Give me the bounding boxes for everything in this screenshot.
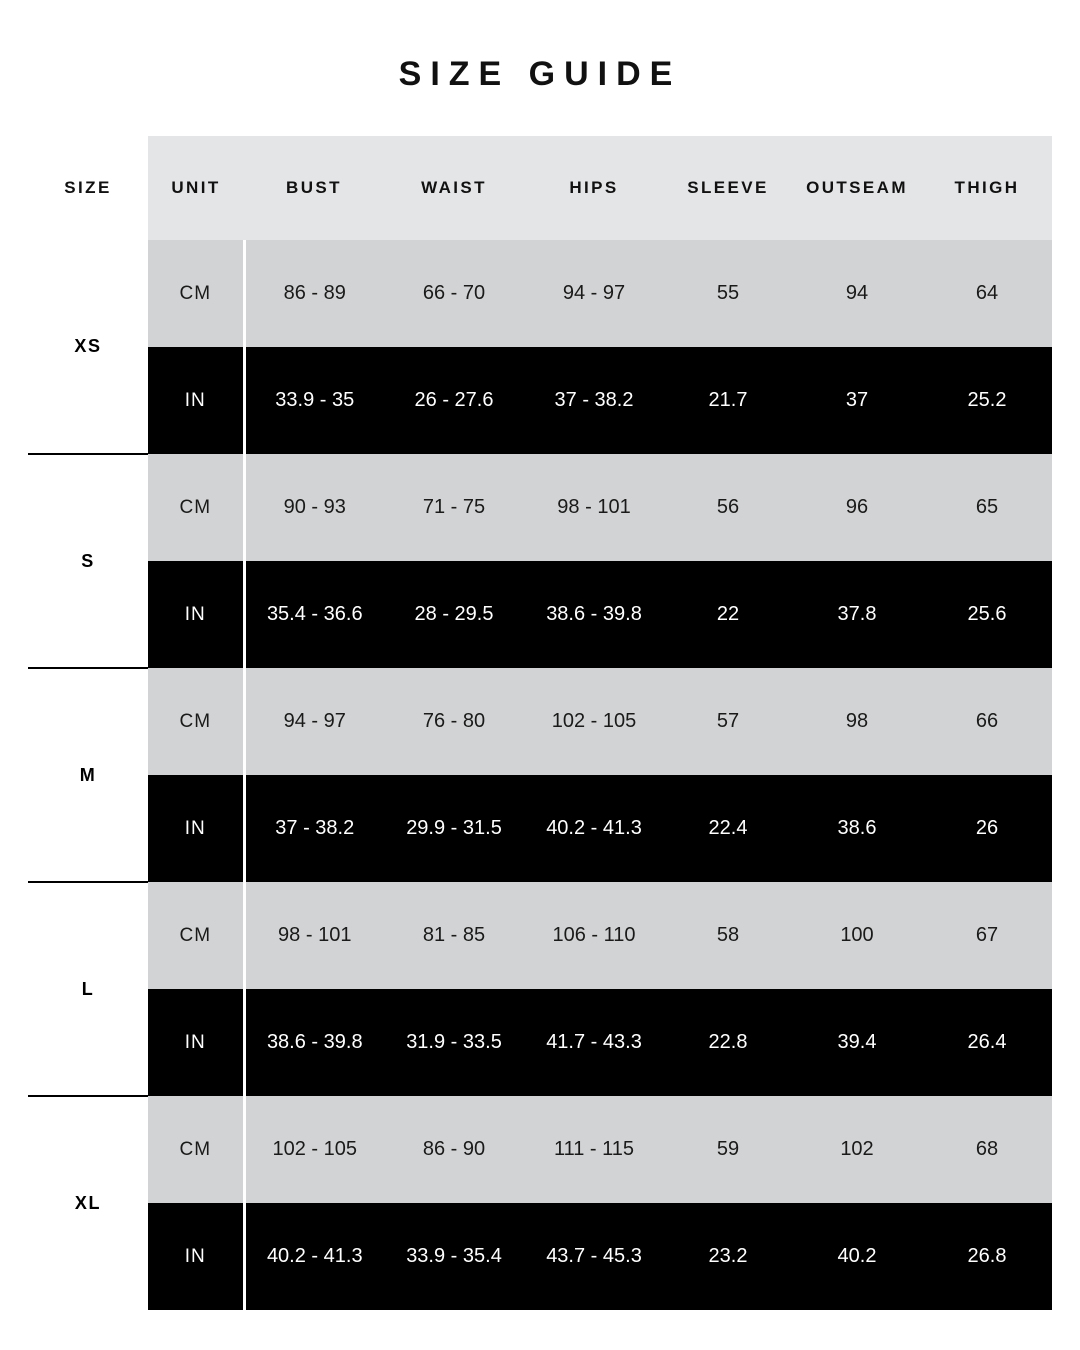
cell-outseam: 100: [792, 882, 922, 989]
column-header-thigh: THIGH: [922, 136, 1052, 240]
cell-bust: 98 - 101: [244, 882, 384, 989]
cell-sleeve: 22.4: [664, 775, 792, 882]
cell-thigh: 66: [922, 668, 1052, 775]
cell-waist: 66 - 70: [384, 240, 524, 347]
unit-cell-in: IN: [148, 989, 244, 1096]
cell-thigh: 25.2: [922, 347, 1052, 454]
cell-sleeve: 23.2: [664, 1203, 792, 1310]
cell-outseam: 37: [792, 347, 922, 454]
cell-sleeve: 56: [664, 454, 792, 561]
unit-cell-cm: CM: [148, 882, 244, 989]
cell-waist: 28 - 29.5: [384, 561, 524, 668]
cell-bust: 38.6 - 39.8: [244, 989, 384, 1096]
cell-hips: 37 - 38.2: [524, 347, 664, 454]
cell-sleeve: 59: [664, 1096, 792, 1203]
cell-thigh: 25.6: [922, 561, 1052, 668]
table-row: [28, 989, 1052, 1096]
cell-thigh: 26: [922, 775, 1052, 882]
cell-bust: 35.4 - 36.6: [244, 561, 384, 668]
table-header: [28, 136, 1052, 240]
size-label-xs: XS: [28, 240, 148, 454]
cell-sleeve: 57: [664, 668, 792, 775]
cell-thigh: 26.4: [922, 989, 1052, 1096]
cell-hips: 102 - 105: [524, 668, 664, 775]
unit-cell-in: IN: [148, 775, 244, 882]
cell-bust: 40.2 - 41.3: [244, 1203, 384, 1310]
cell-bust: 90 - 93: [244, 454, 384, 561]
cell-thigh: 65: [922, 454, 1052, 561]
cell-outseam: 94: [792, 240, 922, 347]
cell-outseam: 37.8: [792, 561, 922, 668]
cell-hips: 106 - 110: [524, 882, 664, 989]
cell-bust: 86 - 89: [244, 240, 384, 347]
size-label-m: M: [28, 668, 148, 882]
size-guide-table: [28, 136, 1054, 1310]
column-header-sleeve: SLEEVE: [664, 136, 792, 240]
column-header-bust: BUST: [244, 136, 384, 240]
column-header-size: SIZE: [28, 136, 148, 240]
cell-outseam: 39.4: [792, 989, 922, 1096]
column-header-hips: HIPS: [524, 136, 664, 240]
cell-waist: 76 - 80: [384, 668, 524, 775]
unit-cell-cm: CM: [148, 454, 244, 561]
size-guide-table-wrapper: [28, 136, 1052, 1310]
size-label-s: S: [28, 454, 148, 668]
table-row: [28, 1096, 1052, 1203]
table-row: [28, 1203, 1052, 1310]
unit-cell-cm: CM: [148, 240, 244, 347]
cell-sleeve: 22: [664, 561, 792, 668]
cell-hips: 38.6 - 39.8: [524, 561, 664, 668]
cell-sleeve: 55: [664, 240, 792, 347]
column-header-outseam: OUTSEAM: [792, 136, 922, 240]
cell-outseam: 40.2: [792, 1203, 922, 1310]
cell-bust: 102 - 105: [244, 1096, 384, 1203]
table-row: [28, 775, 1052, 882]
column-header-unit: UNIT: [148, 136, 244, 240]
header-row: [28, 136, 1052, 240]
cell-hips: 43.7 - 45.3: [524, 1203, 664, 1310]
table-row: [28, 882, 1052, 989]
unit-cell-in: IN: [148, 561, 244, 668]
table-row: [28, 668, 1052, 775]
table-row: [28, 454, 1052, 561]
page-title: SIZE GUIDE: [398, 55, 682, 93]
cell-waist: 29.9 - 31.5: [384, 775, 524, 882]
cell-sleeve: 21.7: [664, 347, 792, 454]
cell-bust: 33.9 - 35: [244, 347, 384, 454]
unit-cell-cm: CM: [148, 668, 244, 775]
cell-outseam: 96: [792, 454, 922, 561]
cell-bust: 94 - 97: [244, 668, 384, 775]
table-body: [28, 240, 1052, 1310]
cell-sleeve: 58: [664, 882, 792, 989]
cell-hips: 98 - 101: [524, 454, 664, 561]
cell-thigh: 64: [922, 240, 1052, 347]
cell-hips: 41.7 - 43.3: [524, 989, 664, 1096]
cell-hips: 40.2 - 41.3: [524, 775, 664, 882]
table-row: [28, 240, 1052, 347]
cell-hips: 94 - 97: [524, 240, 664, 347]
cell-outseam: 98: [792, 668, 922, 775]
column-header-waist: WAIST: [384, 136, 524, 240]
table-row: [28, 561, 1052, 668]
cell-outseam: 102: [792, 1096, 922, 1203]
cell-thigh: 67: [922, 882, 1052, 989]
size-label-l: L: [28, 882, 148, 1096]
cell-thigh: 68: [922, 1096, 1052, 1203]
unit-cell-in: IN: [148, 1203, 244, 1310]
cell-hips: 111 - 115: [524, 1096, 664, 1203]
cell-waist: 26 - 27.6: [384, 347, 524, 454]
cell-waist: 33.9 - 35.4: [384, 1203, 524, 1310]
cell-bust: 37 - 38.2: [244, 775, 384, 882]
unit-cell-in: IN: [148, 347, 244, 454]
cell-sleeve: 22.8: [664, 989, 792, 1096]
size-label-xl: XL: [28, 1096, 148, 1310]
cell-waist: 71 - 75: [384, 454, 524, 561]
cell-outseam: 38.6: [792, 775, 922, 882]
cell-thigh: 26.8: [922, 1203, 1052, 1310]
unit-cell-cm: CM: [148, 1096, 244, 1203]
cell-waist: 81 - 85: [384, 882, 524, 989]
table-row: [28, 347, 1052, 454]
cell-waist: 86 - 90: [384, 1096, 524, 1203]
cell-waist: 31.9 - 33.5: [384, 989, 524, 1096]
